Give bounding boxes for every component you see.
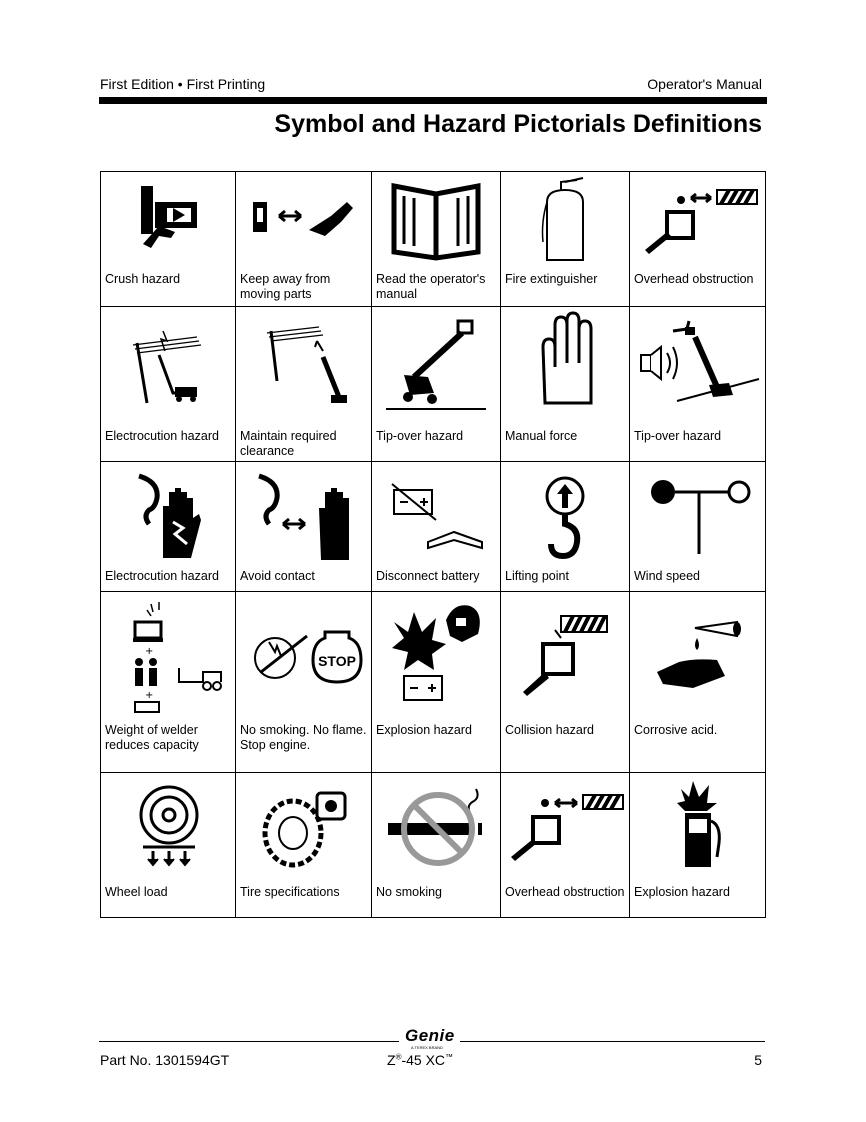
overhead-obstruction-icon [633, 172, 763, 267]
cell-label: Wind speed [634, 569, 701, 583]
cell-label: Explosion hazard [376, 723, 472, 737]
cell-label: Fire extinguisher [505, 272, 598, 286]
avoid-contact-icon [239, 462, 369, 567]
cell-label: Read the operator's manual [376, 272, 486, 301]
cell-label: No smoking [376, 885, 442, 899]
cell-label: Lifting point [505, 569, 569, 583]
pictorial-cell [501, 462, 630, 592]
cell-label: Maintain required clearance [240, 429, 337, 458]
cell-label: Crush hazard [105, 272, 181, 286]
cell-label: Tip-over hazard [634, 429, 722, 443]
model-name [387, 1052, 453, 1068]
pictorial-cell [236, 592, 372, 773]
page-number: 5 [754, 1052, 762, 1068]
explosion-battery-icon [374, 592, 499, 720]
wind-speed-icon [633, 462, 763, 567]
pictorial-cell [372, 462, 501, 592]
pictorial-cell [101, 773, 236, 918]
wheel-load-icon [103, 773, 233, 878]
header-rule [99, 97, 767, 104]
welder-weight-icon [103, 592, 233, 720]
page-title: Symbol and Hazard Pictorials Definitions [274, 110, 762, 138]
model-suffix: -45 XC [401, 1052, 446, 1068]
tip-over-slope-icon [633, 307, 763, 422]
cell-label: Keep away from moving parts [240, 272, 331, 301]
electrocution-hazard-icon [103, 307, 233, 422]
crush-hazard-icon [103, 172, 233, 267]
electrocution-hand-icon [103, 462, 233, 567]
pictorial-cell [101, 592, 236, 773]
pictorial-cell [630, 172, 766, 307]
footer-rule-right [460, 1041, 765, 1042]
pictorial-cell [372, 592, 501, 773]
tip-over-boom-icon [374, 307, 499, 422]
pictorial-cell [101, 462, 236, 592]
no-flame-stop-icon [239, 592, 369, 720]
pictorial-cell [630, 307, 766, 462]
manual-icon [374, 172, 499, 267]
part-number: Part No. 1301594GT [100, 1052, 230, 1068]
footer-rule-left [99, 1041, 399, 1042]
no-smoking-icon [374, 773, 499, 878]
genie-logo: Genie [405, 1026, 455, 1045]
cell-label: Disconnect battery [376, 569, 480, 583]
table-row [101, 462, 766, 592]
cell-label: Weight of welder reduces capacity [105, 723, 199, 752]
pictorial-cell [501, 307, 630, 462]
pictorial-cell [501, 592, 630, 773]
pictorial-cell [501, 172, 630, 307]
logo-tagline: A TEREX BRAND [411, 1045, 443, 1050]
cell-label: Corrosive acid. [634, 723, 718, 737]
stop-sign-text: STOP [317, 653, 356, 669]
cell-label: No smoking. No flame. Stop engine. [240, 723, 367, 752]
cell-label: Wheel load [105, 885, 168, 899]
explosion-fuel-icon [633, 773, 763, 878]
pictorial-cell [101, 307, 236, 462]
pictorial-cell [372, 773, 501, 918]
cell-label: Tire specifications [240, 885, 340, 899]
manual-label: Operator's Manual [647, 76, 762, 92]
corrosive-acid-icon [633, 592, 763, 720]
pictorial-cell [372, 172, 501, 307]
pictorial-cell [630, 773, 766, 918]
table-row [101, 592, 766, 773]
clearance-icon [239, 307, 369, 422]
model-registered: ® [395, 1052, 402, 1062]
cell-label: Overhead obstruction [505, 885, 625, 899]
cell-label: Electrocution hazard [105, 429, 219, 443]
cell-label: Collision hazard [505, 723, 594, 737]
svg-text:+: + [145, 646, 154, 657]
fire-extinguisher-icon [503, 172, 628, 267]
collision-hazard-icon [503, 592, 628, 720]
pictorial-cell [630, 592, 766, 773]
pictorial-cell [101, 172, 236, 307]
pictorial-cell [236, 773, 372, 918]
pictorial-cell [501, 773, 630, 918]
cell-label: Overhead obstruction [634, 272, 754, 286]
manual-force-icon [503, 307, 628, 422]
pictorial-cell [236, 462, 372, 592]
cell-label: Explosion hazard [634, 885, 730, 899]
model-prefix: Z [387, 1052, 396, 1068]
disconnect-battery-icon [374, 462, 499, 567]
keep-away-icon [239, 172, 369, 267]
tire-icon [239, 773, 369, 878]
pictorial-cell [630, 462, 766, 592]
pictorial-cell [236, 172, 372, 307]
svg-text:+: + [145, 690, 154, 701]
table-row [101, 307, 766, 462]
overhead-obstruction-2-icon [503, 773, 628, 878]
edition-label: First Edition • First Printing [100, 76, 266, 92]
cell-label: Manual force [505, 429, 578, 443]
pictorial-cell [236, 307, 372, 462]
table-row [101, 773, 766, 918]
table-row [101, 172, 766, 307]
lifting-point-icon [503, 462, 628, 567]
cell-label: Electrocution hazard [105, 569, 219, 583]
model-trademark: ™ [445, 1052, 454, 1062]
cell-label: Avoid contact [240, 569, 315, 583]
cell-label: Tip-over hazard [376, 429, 464, 443]
pictorial-table [100, 171, 766, 918]
pictorial-cell [372, 307, 501, 462]
